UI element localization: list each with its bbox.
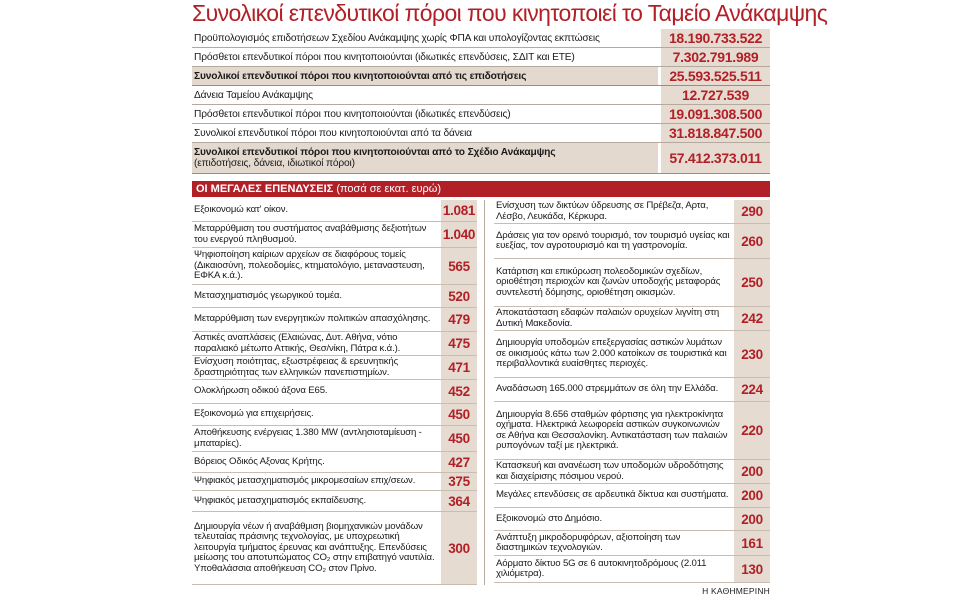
- investment-row: [494, 331, 770, 378]
- investment-row: [494, 259, 770, 307]
- investment-label: Ψηφιακός μετασχηματισμός μικρομεσαίων επιχ/σεων.: [194, 475, 416, 487]
- investment-amount: 471: [441, 356, 477, 379]
- summary-sublabel: (επιδοτήσεις, δάνεια, ιδιωτικοί πόροι): [194, 158, 355, 169]
- investment-row: [494, 508, 770, 531]
- investment-label: Μεγάλες επενδύσεις σε αρδευτικά δίκτυα και συστήματα.: [496, 489, 729, 501]
- investment-row: [494, 378, 770, 402]
- summary-value: 31.818.847.500: [658, 124, 770, 142]
- investment-row: [192, 473, 477, 491]
- summary-value: 7.302.791.989: [658, 48, 770, 66]
- summary-label: [192, 71, 658, 82]
- section-header: [192, 181, 770, 197]
- investment-amount: 1.081: [441, 200, 477, 221]
- summary-row: [192, 48, 770, 67]
- investment-label: Αποκατάσταση εδαφών παλαιών ορυχείων λιγνίτη στη Δυτική Μακεδονία.: [496, 307, 720, 329]
- section-unit: (ποσά σε εκατ. ευρώ): [336, 183, 442, 195]
- investment-label: Ψηφιακός μετασχηματισμός εκπαίδευσης.: [194, 494, 367, 506]
- summary-label: [192, 147, 658, 169]
- investment-label: Ενίσχυση των δικτύων ύδρευσης σε Πρέβεζα, Αρτα, Λέσβο, Λευκάδα, Κέρκυρα.: [496, 200, 709, 222]
- summary-row: [192, 143, 770, 174]
- investment-row: [494, 402, 770, 460]
- investment-row: [192, 452, 477, 473]
- investment-row: [192, 308, 477, 332]
- investment-amount: 364: [441, 491, 477, 511]
- investments-right-column: [494, 200, 770, 583]
- investment-row: [192, 356, 477, 380]
- investment-amount: 220: [734, 402, 770, 459]
- investment-label: Κατασκευή και ανανέωση των υποδομών υδροδότησης και διαχείρισης πόσιμου νερού.: [496, 460, 724, 482]
- investment-amount: 200: [734, 460, 770, 483]
- summary-label-text: Προϋπολογισμός επιδοτήσεων Σχεδίου Ανάκαμψης χωρίς ΦΠΑ και υπολογίζοντας εκπτώσεις: [194, 32, 600, 44]
- column-divider: [484, 200, 485, 585]
- investment-row: [192, 332, 477, 356]
- investment-amount: 230: [734, 331, 770, 377]
- investment-row: [192, 380, 477, 404]
- summary-label-text: Συνολικοί επενδυτικοί πόροι που κινητοποιούνται από τα δάνεια: [194, 127, 472, 139]
- investment-row: [494, 556, 770, 583]
- investment-row: [192, 512, 477, 585]
- investment-amount: 375: [441, 473, 477, 490]
- summary-label: [192, 90, 658, 101]
- investment-row: [192, 285, 477, 308]
- summary-label-text: Συνολικοί επενδυτικοί πόροι που κινητοποιούνται από τις επιδοτήσεις: [194, 70, 527, 82]
- investment-row: [494, 224, 770, 259]
- investments-left-column: [192, 200, 477, 585]
- investment-amount: 224: [734, 378, 770, 401]
- investment-label: Μεταρρύθμιση του συστήματος αναβάθμισης δεξιοτήτων του ενεργού πληθυσμού.: [194, 223, 427, 245]
- investment-label: Δημιουργία υποδομών επεξεργασίας αστικών λυμάτων σε οικισμούς κάτω των 2.000 κατοίκων σε τουριστικά και περιβαλλοντικά ευαίσθητες περιοχές.: [496, 337, 727, 370]
- investment-label: Δημιουργία νέων ή αναβάθμιση βιομηχανικών μονάδων τελευταίας πράσινης τεχνολογίας, με υποχρεωτική λειτουργία τμήματος έρευνας και ανάπτυξης. Επενδύσεις μείωσης του αποτυπώματος CO₂ στην επιβατηγό ναυτιλία. Υποθαλάσσια αποθήκευση CO₂ στον Πρίνο.: [194, 520, 435, 574]
- investment-row: [192, 404, 477, 426]
- summary-label: [192, 128, 658, 139]
- investment-amount: 1.040: [441, 222, 477, 247]
- summary-row: [192, 124, 770, 143]
- investment-amount: 479: [441, 308, 477, 331]
- summary-label-text: Δάνεια Ταμείου Ανάκαμψης: [194, 89, 313, 101]
- summary-label-text: Πρόσθετοι επενδυτικοί πόροι που κινητοποιούνται (ιδιωτικές επενδύσεις, ΣΔΙΤ και ΕΤΕ): [194, 51, 575, 63]
- investment-amount: 200: [734, 484, 770, 507]
- summary-row: [192, 86, 770, 105]
- summary-value: 12.727.539: [658, 86, 770, 104]
- investment-label: Ενίσχυση ποιότητας, εξωστρέφειας & ερευνητικής δραστηριότητας των ελληνικών πανεπιστημίων.: [194, 356, 399, 378]
- investment-amount: 300: [441, 512, 477, 584]
- investment-label: Ψηφιοποίηση καίριων αρχείων σε διαφόρους τομείς (Δικαιοσύνη, πολεοδομίες, κτηματολόγιο, μεταναστευση, ΕΦΚΑ κ.ά.).: [194, 249, 425, 282]
- investment-label: Αστικές αναπλάσεις (Ελαιώνας, Δυτ. Αθήνα, νότιο παραλιακό μέτωπο Αττικής, Θεσ/νίκη, Πάτρα κ.ά.).: [194, 332, 401, 354]
- investment-amount: 200: [734, 508, 770, 530]
- investment-amount: 452: [441, 380, 477, 403]
- summary-label-text: Συνολικοί επενδυτικοί πόροι που κινητοποιούνται από το Σχέδιο Ανάκαμψης: [194, 147, 556, 158]
- investment-row: [494, 200, 770, 224]
- summary-row: [192, 105, 770, 124]
- investment-label: Δράσεις για τον ορεινό τουρισμό, τον τουρισμό υγείας και ευεξίας, τον αγροτουρισμό και τη γαστρονομία.: [496, 229, 730, 251]
- investment-amount: 290: [734, 200, 770, 223]
- summary-row: [192, 67, 770, 86]
- investment-amount: 450: [441, 426, 477, 451]
- investment-row: [494, 460, 770, 484]
- summary-value: 25.593.525.511: [658, 67, 770, 85]
- investment-amount: 565: [441, 248, 477, 284]
- investment-row: [192, 222, 477, 248]
- investment-amount: 242: [734, 307, 770, 330]
- summary-row: [192, 29, 770, 48]
- investment-row: [192, 200, 477, 222]
- summary-label: [192, 109, 658, 120]
- summary-label: [192, 52, 658, 63]
- investment-label: Δημιουργία 8.656 σταθμών φόρτισης για ηλεκτροκίνητα οχήματα. Ηλεκτρικά λεωφορεία αστικών συγκοινωνιών σε Αθήνα και Θεσσαλονίκη. Αντικατάσταση των παλαιών ρυπογόνων ταξί με ηλεκτρικά.: [496, 408, 728, 451]
- investment-amount: 450: [441, 404, 477, 425]
- investment-row: [494, 307, 770, 331]
- investment-row: [192, 248, 477, 285]
- investment-amount: 520: [441, 285, 477, 307]
- investment-amount: 130: [734, 556, 770, 582]
- investment-label: Αόρματο δίκτυο 5G σε 6 αυτοκινητοδρόμους (2.011 χιλιόμετρα).: [496, 557, 707, 579]
- investment-amount: 250: [734, 259, 770, 306]
- investment-row: [192, 426, 477, 452]
- investment-row: [494, 484, 770, 508]
- page-title: Συνολικοί επενδυτικοί πόροι που κινητοποιεί το Ταμείο Ανάκαμψης: [192, 0, 828, 26]
- summary-value: 19.091.308.500: [658, 105, 770, 123]
- investment-amount: 260: [734, 224, 770, 258]
- investment-label: Αποθήκευσης ενέργειας 1.380 MW (αντλησιοταμίευση - μπαταρίες).: [194, 427, 422, 449]
- investment-label: Ολοκλήρωση οδικού άξονα Ε65.: [194, 385, 328, 397]
- investment-row: [192, 491, 477, 512]
- summary-value: 18.190.733.522: [658, 29, 770, 47]
- investment-label: Μετασχηματισμός γεωργικού τομέα.: [194, 289, 342, 301]
- summary-table: [192, 29, 770, 174]
- investment-row: [494, 531, 770, 556]
- investment-label: Εξοικονομώ για επιχειρήσεις.: [194, 408, 314, 420]
- summary-label: [192, 33, 658, 44]
- investment-label: Κατάρτιση και επικύρωση πολεοδομικών σχεδίων, οριοθέτηση περιοχών και ζωνών υποδοχής μεταφοράς συντελεστή δόμησης, οριοθέτηση οικισμών.: [496, 265, 721, 298]
- source-credit: Η ΚΑΘΗΜΕΡΙΝΗ: [702, 586, 770, 596]
- investment-label: Εξοικονομώ κατ' οίκον.: [194, 204, 288, 216]
- investment-amount: 161: [734, 531, 770, 555]
- infographic: [192, 0, 828, 600]
- investment-label: Αναδάσωση 165.000 στρεμμάτων σε όλη την Ελλάδα.: [496, 383, 719, 395]
- summary-value: 57.412.373.011: [658, 143, 770, 173]
- investment-label: Μεταρρύθμιση των ενεργητικών πολιτικών απασχόλησης.: [194, 313, 431, 325]
- investment-label: Βόρειος Οδικός Αξονας Κρήτης.: [194, 455, 325, 467]
- investment-label: Ανάπτυξη μικροδορυφόρων, αξιοποίηση των διαστημικών τεχνολογιών.: [496, 531, 681, 553]
- investment-amount: 475: [441, 332, 477, 355]
- investment-amount: 427: [441, 452, 477, 472]
- section-title: ΟΙ ΜΕΓΑΛΕΣ ΕΠΕΝΔΥΣΕΙΣ: [196, 183, 334, 195]
- investment-label: Εξοικονομώ στο Δημόσιο.: [496, 512, 602, 524]
- summary-label-text: Πρόσθετοι επενδυτικοί πόροι που κινητοποιούνται (ιδιωτικές επενδύσεις): [194, 108, 511, 120]
